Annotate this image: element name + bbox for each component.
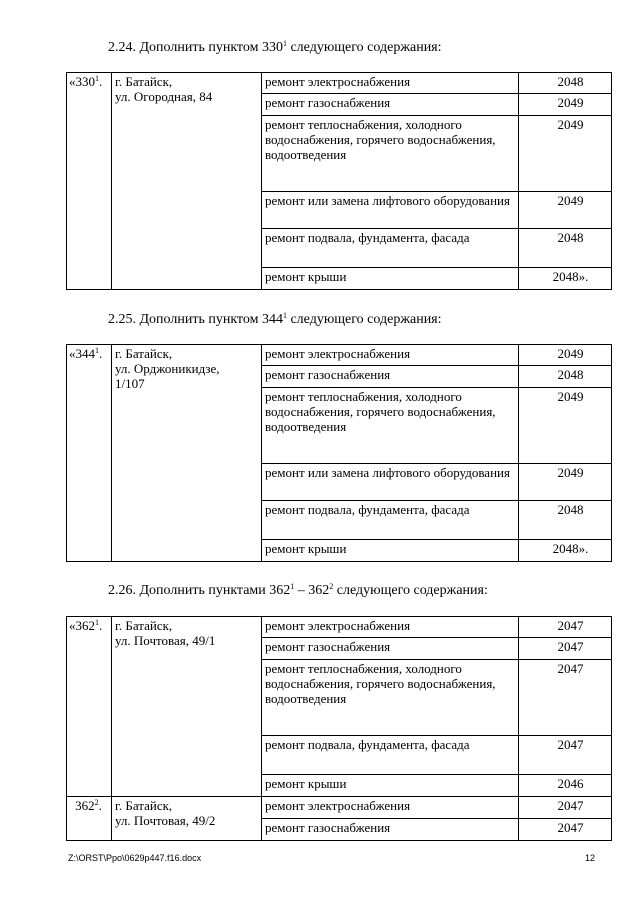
address-cell: г. Батайск, ул. Почтовая, 49/1 [112,617,262,797]
year-cell: 2049 [519,464,612,501]
address-cell: г. Батайск, ул. Почтовая, 49/2 [112,797,262,841]
year-cell: 2048». [519,540,612,562]
work-cell: ремонт крыши [262,775,519,797]
item-number: $362^2$. [67,797,112,841]
work-cell: ремонт теплоснабжения, холодного водоснабжения, горячего водоснабжения, водоотведения [262,660,519,736]
year-cell: 2047 [519,736,612,775]
year-cell: 2049 [519,192,612,229]
year-cell: 2049 [519,388,612,464]
work-cell: ремонт газоснабжения [262,819,519,841]
work-cell: ремонт подвала, фундамента, фасада [262,229,519,268]
work-cell: ремонт электроснабжения [262,797,519,819]
page-number: 12 [585,853,596,863]
work-cell: ремонт крыши [262,268,519,290]
year-cell: 2047 [519,797,612,819]
section-heading: 2.26. Дополнить пунктами $362^1 - 362^2$ следующего содержания: [108,582,488,598]
work-cell: ремонт теплоснабжения, холодного водоснабжения, горячего водоснабжения, водоотведения [262,116,519,192]
file-path: Z:\ORST\Ppo\0629p447.f16.docx [68,853,202,863]
year-cell: 2047 [519,617,612,638]
year-cell: 2048 [519,229,612,268]
address-cell: г. Батайск, ул. Орджоникидзе, 1/107 [112,345,262,562]
year-cell: 2049 [519,94,612,116]
work-cell: ремонт теплоснабжения, холодного водоснабжения, горячего водоснабжения, водоотведения [262,388,519,464]
work-cell: ремонт электроснабжения [262,617,519,638]
work-cell: ремонт подвала, фундамента, фасада [262,501,519,540]
year-cell: 2048 [519,73,612,94]
section-heading: 2.24. Дополнить пунктом $330^1$ следующего содержания: [108,39,442,55]
work-cell: ремонт электроснабжения [262,73,519,94]
work-cell: ремонт газоснабжения [262,638,519,660]
year-cell: 2049 [519,345,612,366]
item-number: «$362^1$. [67,617,112,797]
year-cell: 2048». [519,268,612,290]
work-cell: ремонт или замена лифтового оборудования [262,464,519,501]
year-cell: 2047 [519,819,612,841]
year-cell: 2047 [519,660,612,736]
work-cell: ремонт крыши [262,540,519,562]
works-table [66,616,612,841]
item-number: «$330^1$. [67,73,112,290]
work-cell: ремонт газоснабжения [262,94,519,116]
work-cell: ремонт подвала, фундамента, фасада [262,736,519,775]
year-cell: 2047 [519,638,612,660]
year-cell: 2048 [519,501,612,540]
section-heading: 2.25. Дополнить пунктом $344^1$ следующего содержания: [108,311,442,327]
year-cell: 2046 [519,775,612,797]
work-cell: ремонт или замена лифтового оборудования [262,192,519,229]
works-table [66,72,612,290]
year-cell: 2048 [519,366,612,388]
year-cell: 2049 [519,116,612,192]
works-table [66,344,612,562]
work-cell: ремонт электроснабжения [262,345,519,366]
address-cell: г. Батайск, ул. Огородная, 84 [112,73,262,290]
item-number: «$344^1$. [67,345,112,562]
work-cell: ремонт газоснабжения [262,366,519,388]
